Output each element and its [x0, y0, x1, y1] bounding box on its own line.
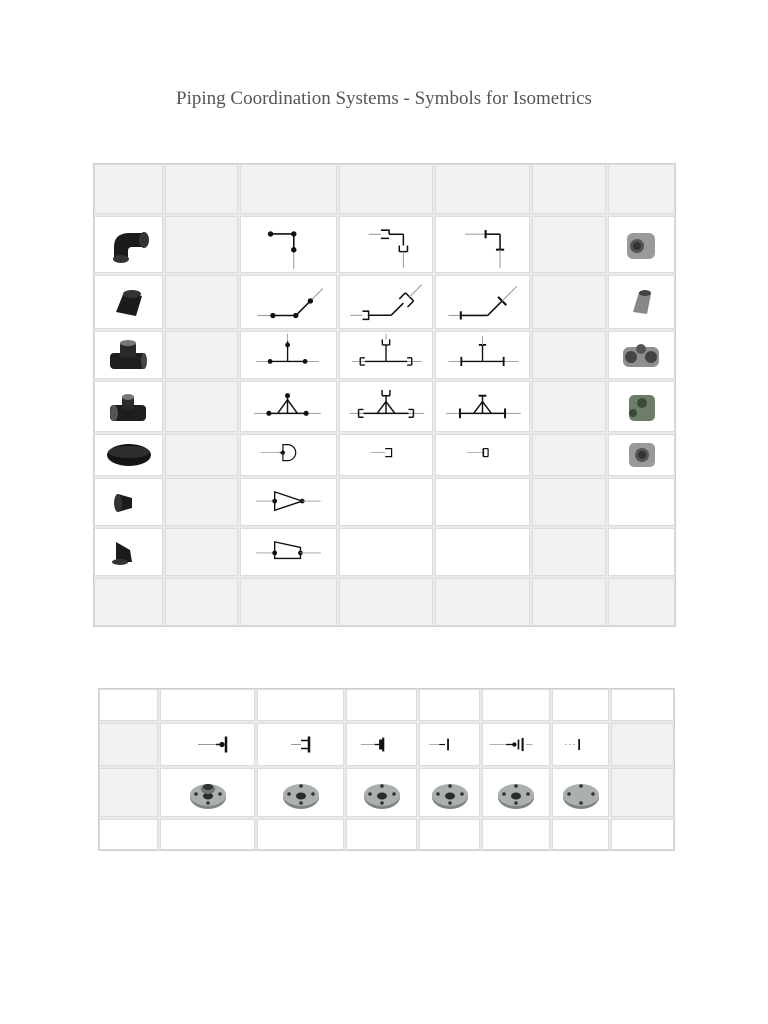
fitting-name — [532, 275, 606, 329]
header-threaded — [435, 164, 530, 214]
header-image — [94, 164, 163, 214]
symbol-elbow45-sw — [339, 275, 433, 329]
footer-threaded — [435, 578, 530, 626]
symbol-empty — [435, 478, 530, 526]
footer-socket-weld — [339, 578, 433, 626]
header-fittings — [532, 164, 606, 214]
symbol-teer-th — [435, 381, 530, 432]
flange-symbol-weldneck — [160, 723, 255, 766]
symbol-teer-sw — [339, 381, 433, 432]
flange-image-4 — [419, 768, 480, 817]
fitting-image-empty — [608, 528, 675, 576]
flange-image-1 — [160, 768, 255, 817]
footer-butt-weld — [240, 578, 337, 626]
fitting-image — [608, 434, 675, 476]
footer-fittings — [532, 578, 606, 626]
fitting-name — [532, 331, 606, 379]
flange-header — [482, 689, 550, 721]
footer-fittings — [165, 578, 238, 626]
flange-footer — [346, 819, 417, 850]
fitting-name — [532, 478, 606, 526]
flange-header — [346, 689, 417, 721]
symbol-empty — [435, 528, 530, 576]
fitting-image — [94, 478, 163, 526]
fitting-image — [608, 216, 675, 273]
fitting-image — [608, 381, 675, 432]
fitting-name — [165, 275, 238, 329]
symbol-tee-sw — [339, 331, 433, 379]
fitting-image — [94, 275, 163, 329]
flange-symbol-threaded — [346, 723, 417, 766]
page-title: Piping Coordination Systems - Symbols for Isometrics — [176, 88, 592, 109]
symbol-teer-bw — [240, 381, 337, 432]
symbol-elbow45-th — [435, 275, 530, 329]
flange-symbol-slipon — [419, 723, 480, 766]
fitting-name — [165, 216, 238, 273]
flange-image-2 — [257, 768, 344, 817]
fitting-name — [165, 331, 238, 379]
fitting-name — [165, 478, 238, 526]
flange-header — [611, 689, 674, 721]
flange-footer — [257, 819, 344, 850]
fitting-name — [532, 528, 606, 576]
flange-header — [419, 689, 480, 721]
footer-image — [94, 578, 163, 626]
symbol-tee-bw — [240, 331, 337, 379]
image-label — [611, 768, 674, 817]
header-fittings — [165, 164, 238, 214]
symbol-rede-bw — [240, 528, 337, 576]
fitting-image-empty — [608, 478, 675, 526]
symbol-elbow90-sw — [339, 216, 433, 273]
fitting-image — [608, 275, 675, 329]
symbol-empty — [339, 528, 433, 576]
symbol-redc-bw — [240, 478, 337, 526]
symbol-elbow90-th — [435, 216, 530, 273]
flange-image-3 — [346, 768, 417, 817]
flange-footer — [419, 819, 480, 850]
fitting-name — [165, 381, 238, 432]
fitting-image — [94, 331, 163, 379]
header-butt-weld — [240, 164, 337, 214]
fitting-name — [532, 434, 606, 476]
flange-symbol-socketweld — [257, 723, 344, 766]
fitting-image — [608, 331, 675, 379]
symbol-elbow45-bw — [240, 275, 337, 329]
flange-header — [257, 689, 344, 721]
flange-symbol-blind — [552, 723, 609, 766]
flange-symbol-lapjoint — [482, 723, 550, 766]
symbol-elbow90-bw — [240, 216, 337, 273]
symbol-cap-sw — [339, 434, 433, 476]
header-image — [608, 164, 675, 214]
image-label — [99, 768, 158, 817]
flange-header — [99, 689, 158, 721]
flange-footer — [482, 819, 550, 850]
flange-header — [160, 689, 255, 721]
fitting-image — [94, 528, 163, 576]
flange-footer — [552, 819, 609, 850]
fitting-image — [94, 381, 163, 432]
flange-footer — [160, 819, 255, 850]
flange-image-5 — [482, 768, 550, 817]
flange-header — [552, 689, 609, 721]
fitting-name — [532, 216, 606, 273]
symbol-cap-th — [435, 434, 530, 476]
fitting-image — [94, 216, 163, 273]
fitting-name — [532, 381, 606, 432]
fitting-image — [94, 434, 163, 476]
symbol-empty — [339, 478, 433, 526]
flange-footer — [611, 819, 674, 850]
flange-image-6 — [552, 768, 609, 817]
symbol-tee-th — [435, 331, 530, 379]
fitting-name — [165, 528, 238, 576]
flange-footer — [99, 819, 158, 850]
symbol-label — [99, 723, 158, 766]
footer-image — [608, 578, 675, 626]
symbol-label — [611, 723, 674, 766]
header-socket-weld — [339, 164, 433, 214]
fitting-name — [165, 434, 238, 476]
symbol-cap-bw — [240, 434, 337, 476]
